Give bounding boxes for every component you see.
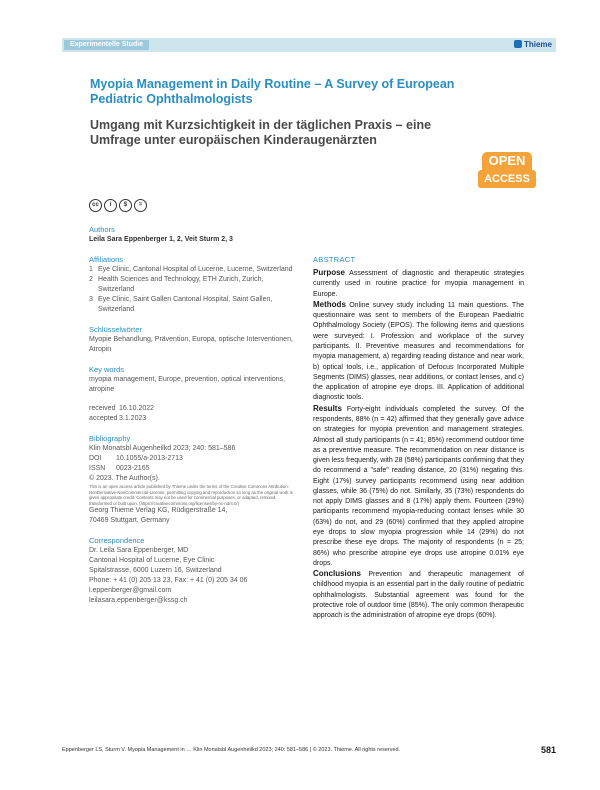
abstract [313,254,524,622]
received-date: 16.10.2022 [119,405,155,412]
publisher-logo [514,39,552,51]
issn-row: ISSN 0023-2165 [89,465,150,472]
cc-icon: cc [89,199,102,212]
open-access-badge [478,152,536,190]
received-row: received 16.10.2022 [89,405,155,412]
publisher-name: Thieme [523,40,552,49]
correspondence-line: Phone: + 41 (0) 205 13 23, Fax: + 41 (0) 205 34 06 [89,577,248,585]
doi-value: 10.1055/a-2013-2713 [116,455,183,462]
affiliation-item: 1 Eye Clinic, Cantonal Hospital of Lucerne, Lucerne, Switzerland [89,266,293,273]
affiliation-item: 2 Health Sciences and Technology, ETH Zurich, Zurich, Switzerland [89,276,264,293]
publisher-address-line2: 70469 Stuttgart, Germany [89,517,170,525]
abstract-results: Results Forty-eight individuals completed the survey. Of the respondents, 88% (n = 42) affirmed that they generally gave advice on strategies for myopia prevention and management strategies. Almost all study participants (n = 41; 85%) recommend outdoor time as a preventive measure. The recommendation on near distance is given less frequently, with 28 (58%) participants confirming that they do recommend a "safe" reading distance, 20 (31%) negating this. Eight (17%) survey participants recommend using near addition glasses, while 36 (75%) do not. Similarly, 35 (73%) respondents do not apply DIMS glasses and 8 (17%) apply them. Fourteen (29%) participants recommend myopia-reducing contact lenses while 30 (63%) do not, and 29 (60%) confirmed that they applied atropine eye drops to slow myopia progression while 14 (29%) do not prescribe these eye drops. The majority of respondents (n = 25; 86%) who prescribe atropine eye drops use atropine 0.01% eye drops. [313,403,524,567]
keywords-en-text: myopia management, Europe, prevention, optical interventions, atropine [89,376,286,393]
german-title: Umgang mit Kurzsichtigkeit in der täglichen Praxis – eine Umfrage unter europäischen Kinderaugenärzten [90,118,432,147]
correspondence-label: Correspondence [89,536,145,546]
noderivatives-icon: = [134,199,147,212]
noncommercial-icon: $ [119,199,132,212]
issn-value: 0023-2165 [116,465,150,472]
journal-citation: Klin Monatsbl Augenheilkd 2023; 240: 581–586 [89,445,236,452]
affiliation-item: 3 Eye Clinic, Saint Gallen Cantonal Hospital, Saint Gallen, Switzerland [89,296,273,313]
open-access-line1: OPEN [482,152,532,170]
doi-row: DOI 10.1055/a-2013-2713 [89,455,183,462]
english-title: Myopia Management in Daily Routine – A Survey of European Pediatric Ophthalmologists [90,77,455,106]
affiliations-label: Affiliations [89,255,124,264]
page-footer [62,744,556,756]
abstract-methods: Methods Online survey study including 11 main questions. The questionnaire was sent to members of the European Paediatric Ophthalmology Society (EPOS). The following items and questions were surveyed: I. Profession and workplace of the survey participants. II. Preventive measures and recommendations for myopia management, a) regarding reading distance and near work, b) optical tools, i.e., application of Defocus Incorporated Multiple Segments (DIMS) glasses, near additions, or contact lenses, and c) the application of atropine eye drops. III. Application of additional diagnostic tools. [313,299,524,402]
accepted-row: accepted 3.1.2023 [89,415,147,422]
keywords-de-text: Myopie Behandlung, Prävention, Europa, optische Interventionen, Atropin [89,336,293,353]
license-text: This is an open access article published by Thieme under the terms of the Creative Commons Attribution-NonDerivative-NonCommercial-License, permitting copying and reproduction so long as the original work is given appropriate credit. Contents may not be used for commercial purposes, or adapted, remixed, transformed or built upon. (https://creativecommons.org/licenses/by-nc-nd/4.0/) [89,484,293,506]
thieme-icon [514,40,522,48]
authors-label: Authors [89,225,115,234]
keywords-en-label: Key words [89,365,125,374]
page-number: 581 [540,745,556,755]
section-tag: Experimentelle Studie [64,40,149,50]
bibliography-label: Bibliography [89,434,131,443]
publisher-address-line1: Georg Thieme Verlag KG, Rüdigerstraße 14, [89,507,228,515]
attribution-icon: i [104,199,117,212]
correspondence-line: Dr. Leila Sara Eppenberger, MD [89,547,189,555]
left-column [89,224,295,606]
footer-citation: Eppenberger LS, Sturm V. Myopia Management in … Klin Monatsbl Augenheilkd 2023; 240: 581–586 | © 2023. Thieme. All rights reserved. [62,747,401,753]
abstract-conclusions: Conclusions Prevention and therapeutic management of childhood myopia is an essential part in the daily routine of pediatric ophthalmologists. Substantial agreement was found for the protective role of outdoor time (85%). The only common therapeutic approach is the administration of atropine eye drops (60%). [313,569,524,620]
keywords-de-label: Schlüsselwörter [89,325,142,334]
email-link[interactable]: leilasara.eppenberger@kssg.ch [89,597,188,605]
author-names: Leila Sara Eppenberger 1, 2, Veit Sturm 2, 3 [89,236,233,243]
copyright: © 2023. The Author(s). [89,475,160,482]
correspondence-line: Spitalstrasse, 6000 Luzern 16, Switzerland [89,567,222,575]
open-access-line2: ACCESS [478,170,536,188]
abstract-heading: ABSTRACT [313,255,356,264]
accepted-date: 3.1.2023 [119,415,147,422]
journal-header-bar [62,38,556,52]
abstract-purpose: Purpose Assessment of diagnostic and therapeutic strategies currently used in routine practice for myopia management in Europe. [313,268,524,298]
license-icons [89,199,147,212]
correspondence-line: Cantonal Hospital of Lucerne, Eye Clinic [89,557,215,565]
email-link[interactable]: l.eppenberger@gmail.com [89,587,172,595]
